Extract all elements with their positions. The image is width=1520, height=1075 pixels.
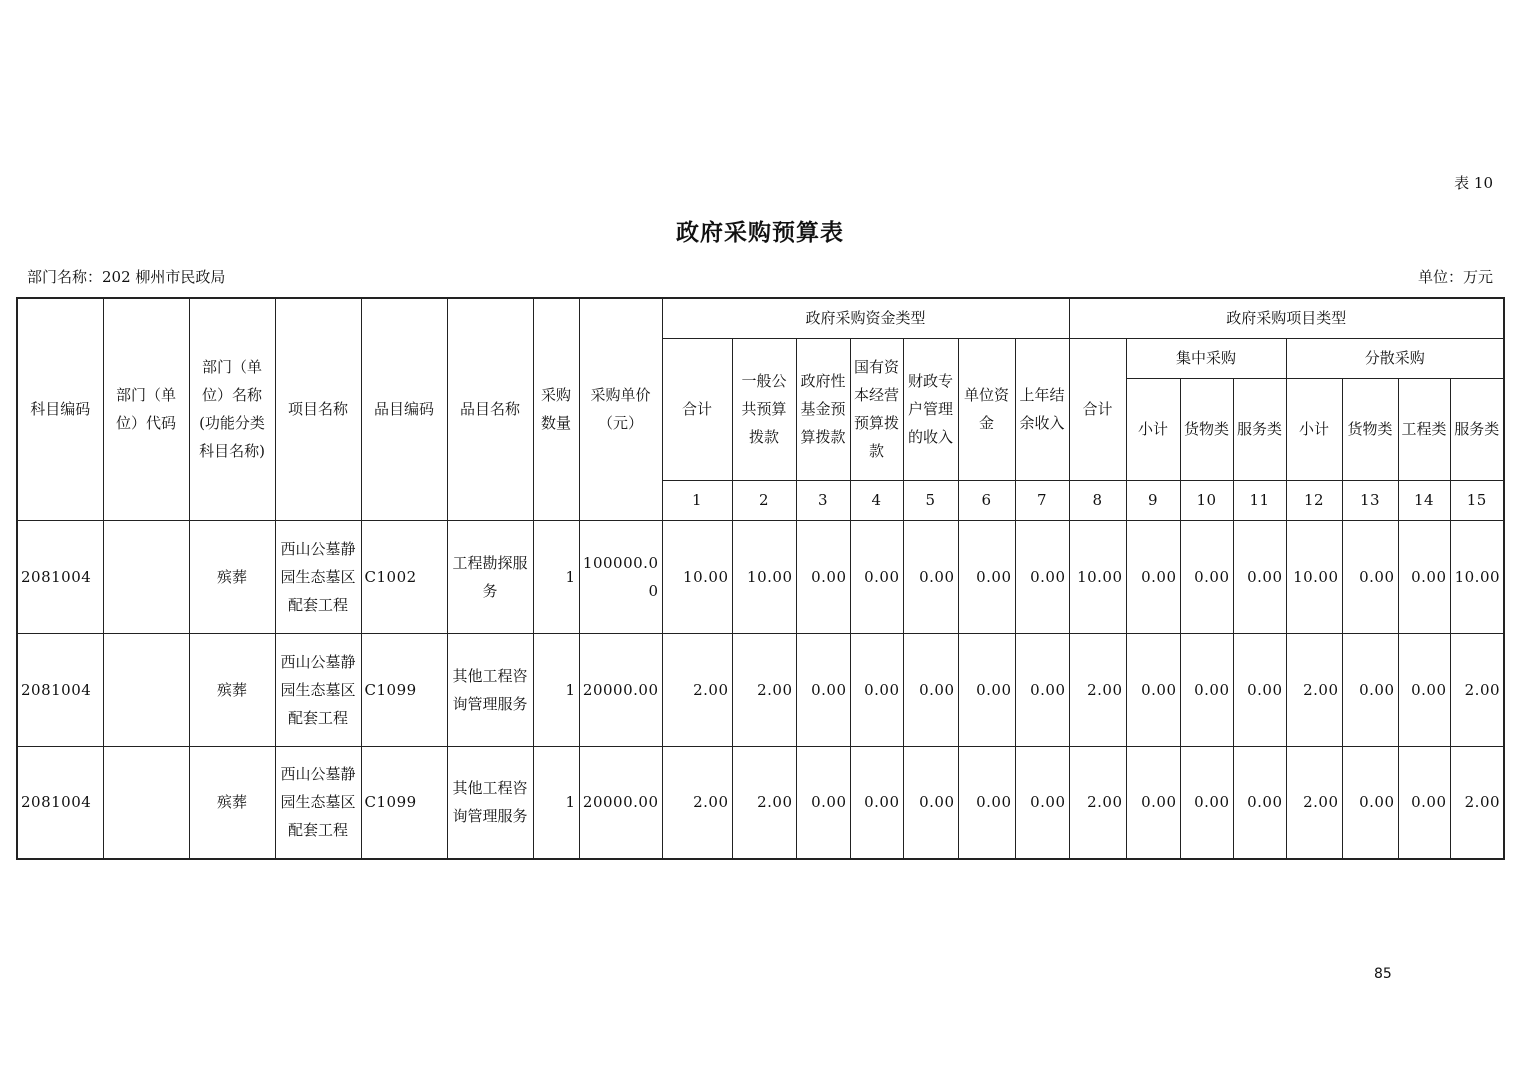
cell-value: 2.00 [1069,746,1126,859]
cell-dept-name: 殡葬 [189,633,275,746]
cell-value: 0.00 [1342,633,1398,746]
cell-project-name: 西山公墓静园生态墓区配套工程 [275,520,361,633]
cell-unit-price: 20000.00 [579,633,662,746]
cell-value: 0.00 [1180,633,1233,746]
col-number: 10 [1180,480,1233,520]
cell-value: 10.00 [1286,520,1342,633]
col-number: 8 [1069,480,1126,520]
col-number: 2 [732,480,796,520]
cell-item-code: C1099 [361,633,447,746]
header-dept-code: 部门（单位）代码 [103,298,189,520]
cell-quantity: 1 [533,520,579,633]
header-dept-name: 部门（单位）名称(功能分类科目名称) [189,298,275,520]
header-d-goods: 货物类 [1342,378,1398,480]
cell-value: 0.00 [1398,633,1450,746]
cell-subject-code: 2081004 [17,633,103,746]
table-row [17,633,1504,746]
col-number: 7 [1015,480,1069,520]
cell-value: 0.00 [1342,520,1398,633]
header-project-name: 项目名称 [275,298,361,520]
header-d-service: 服务类 [1450,378,1504,480]
cell-project-name: 西山公墓静园生态墓区配套工程 [275,746,361,859]
header-decentralized: 分散采购 [1286,338,1504,378]
cell-value: 0.00 [1126,633,1180,746]
cell-value: 0.00 [1398,746,1450,859]
cell-quantity: 1 [533,746,579,859]
cell-project-name: 西山公墓静园生态墓区配套工程 [275,633,361,746]
cell-value: 10.00 [662,520,732,633]
page-title: 政府采购预算表 [676,219,844,246]
cell-value: 0.00 [903,746,958,859]
cell-value: 2.00 [1450,746,1504,859]
cell-value: 0.00 [796,746,850,859]
cell-value: 0.00 [1233,520,1286,633]
cell-dept-code [103,520,189,633]
cell-value: 0.00 [1180,520,1233,633]
cell-value: 0.00 [796,633,850,746]
header-quantity: 采购数量 [533,298,579,520]
cell-item-name: 其他工程咨询管理服务 [447,633,533,746]
cell-item-code: C1099 [361,746,447,859]
cell-value: 2.00 [1286,633,1342,746]
cell-value: 2.00 [662,746,732,859]
header-fund-type: 政府采购资金类型 [662,298,1069,338]
header-project-type: 政府采购项目类型 [1069,298,1504,338]
cell-item-name: 工程勘探服务 [447,520,533,633]
cell-value: 0.00 [850,520,903,633]
cell-quantity: 1 [533,633,579,746]
header-c-subtotal: 小计 [1126,378,1180,480]
cell-value: 2.00 [732,633,796,746]
unit-label: 单位：万元 [1417,268,1493,286]
col-number: 3 [796,480,850,520]
header-special-account: 财政专户管理的收入 [903,338,958,480]
col-number: 15 [1450,480,1504,520]
cell-value: 10.00 [1450,520,1504,633]
col-number: 9 [1126,480,1180,520]
cell-value: 0.00 [1233,746,1286,859]
cell-dept-code [103,746,189,859]
cell-value: 0.00 [958,633,1015,746]
col-number: 11 [1233,480,1286,520]
page-number: 85 [1374,966,1392,982]
header-carryover: 上年结余收入 [1015,338,1069,480]
header-unit-price: 采购单价（元） [579,298,662,520]
cell-value: 0.00 [1015,746,1069,859]
cell-item-code: C1002 [361,520,447,633]
header-general-budget: 一般公共预算拨款 [732,338,796,480]
cell-unit-price: 100000.00 [579,520,662,633]
header-subject-code: 科目编码 [17,298,103,520]
cell-value: 2.00 [732,746,796,859]
table-row [17,520,1504,633]
cell-value: 0.00 [958,520,1015,633]
header-c-goods: 货物类 [1180,378,1233,480]
cell-value: 2.00 [1450,633,1504,746]
col-number: 1 [662,480,732,520]
cell-dept-name: 殡葬 [189,746,275,859]
col-number: 13 [1342,480,1398,520]
cell-value: 0.00 [796,520,850,633]
procurement-budget-table [16,297,1505,860]
cell-value: 2.00 [662,633,732,746]
department-name: 部门名称：202 柳州市民政局 [27,268,226,286]
header-d-engineering: 工程类 [1398,378,1450,480]
cell-value: 10.00 [1069,520,1126,633]
col-number: 4 [850,480,903,520]
cell-value: 0.00 [1015,520,1069,633]
cell-unit-price: 20000.00 [579,746,662,859]
header-centralized: 集中采购 [1126,338,1286,378]
col-number: 12 [1286,480,1342,520]
cell-value: 2.00 [1286,746,1342,859]
cell-item-name: 其他工程咨询管理服务 [447,746,533,859]
cell-value: 10.00 [732,520,796,633]
header-state-capital: 国有资本经营预算拨款 [850,338,903,480]
cell-value: 0.00 [958,746,1015,859]
cell-value: 0.00 [1126,746,1180,859]
table-row [17,746,1504,859]
cell-value: 0.00 [850,746,903,859]
header-unit-fund: 单位资金 [958,338,1015,480]
col-number: 14 [1398,480,1450,520]
cell-subject-code: 2081004 [17,520,103,633]
header-c-service: 服务类 [1233,378,1286,480]
header-fund-total: 合计 [662,338,732,480]
cell-value: 0.00 [1126,520,1180,633]
cell-value: 0.00 [1015,633,1069,746]
cell-value: 0.00 [903,520,958,633]
header-item-code: 品目编码 [361,298,447,520]
cell-dept-code [103,633,189,746]
cell-value: 0.00 [850,633,903,746]
cell-value: 2.00 [1069,633,1126,746]
cell-value: 0.00 [903,633,958,746]
header-d-subtotal: 小计 [1286,378,1342,480]
cell-value: 0.00 [1180,746,1233,859]
cell-value: 0.00 [1398,520,1450,633]
table-number: 表 10 [1454,174,1493,192]
cell-value: 0.00 [1233,633,1286,746]
cell-subject-code: 2081004 [17,746,103,859]
cell-dept-name: 殡葬 [189,520,275,633]
header-gov-fund: 政府性基金预算拨款 [796,338,850,480]
header-proj-total: 合计 [1069,338,1126,480]
col-number: 5 [903,480,958,520]
cell-value: 0.00 [1342,746,1398,859]
header-item-name: 品目名称 [447,298,533,520]
col-number: 6 [958,480,1015,520]
